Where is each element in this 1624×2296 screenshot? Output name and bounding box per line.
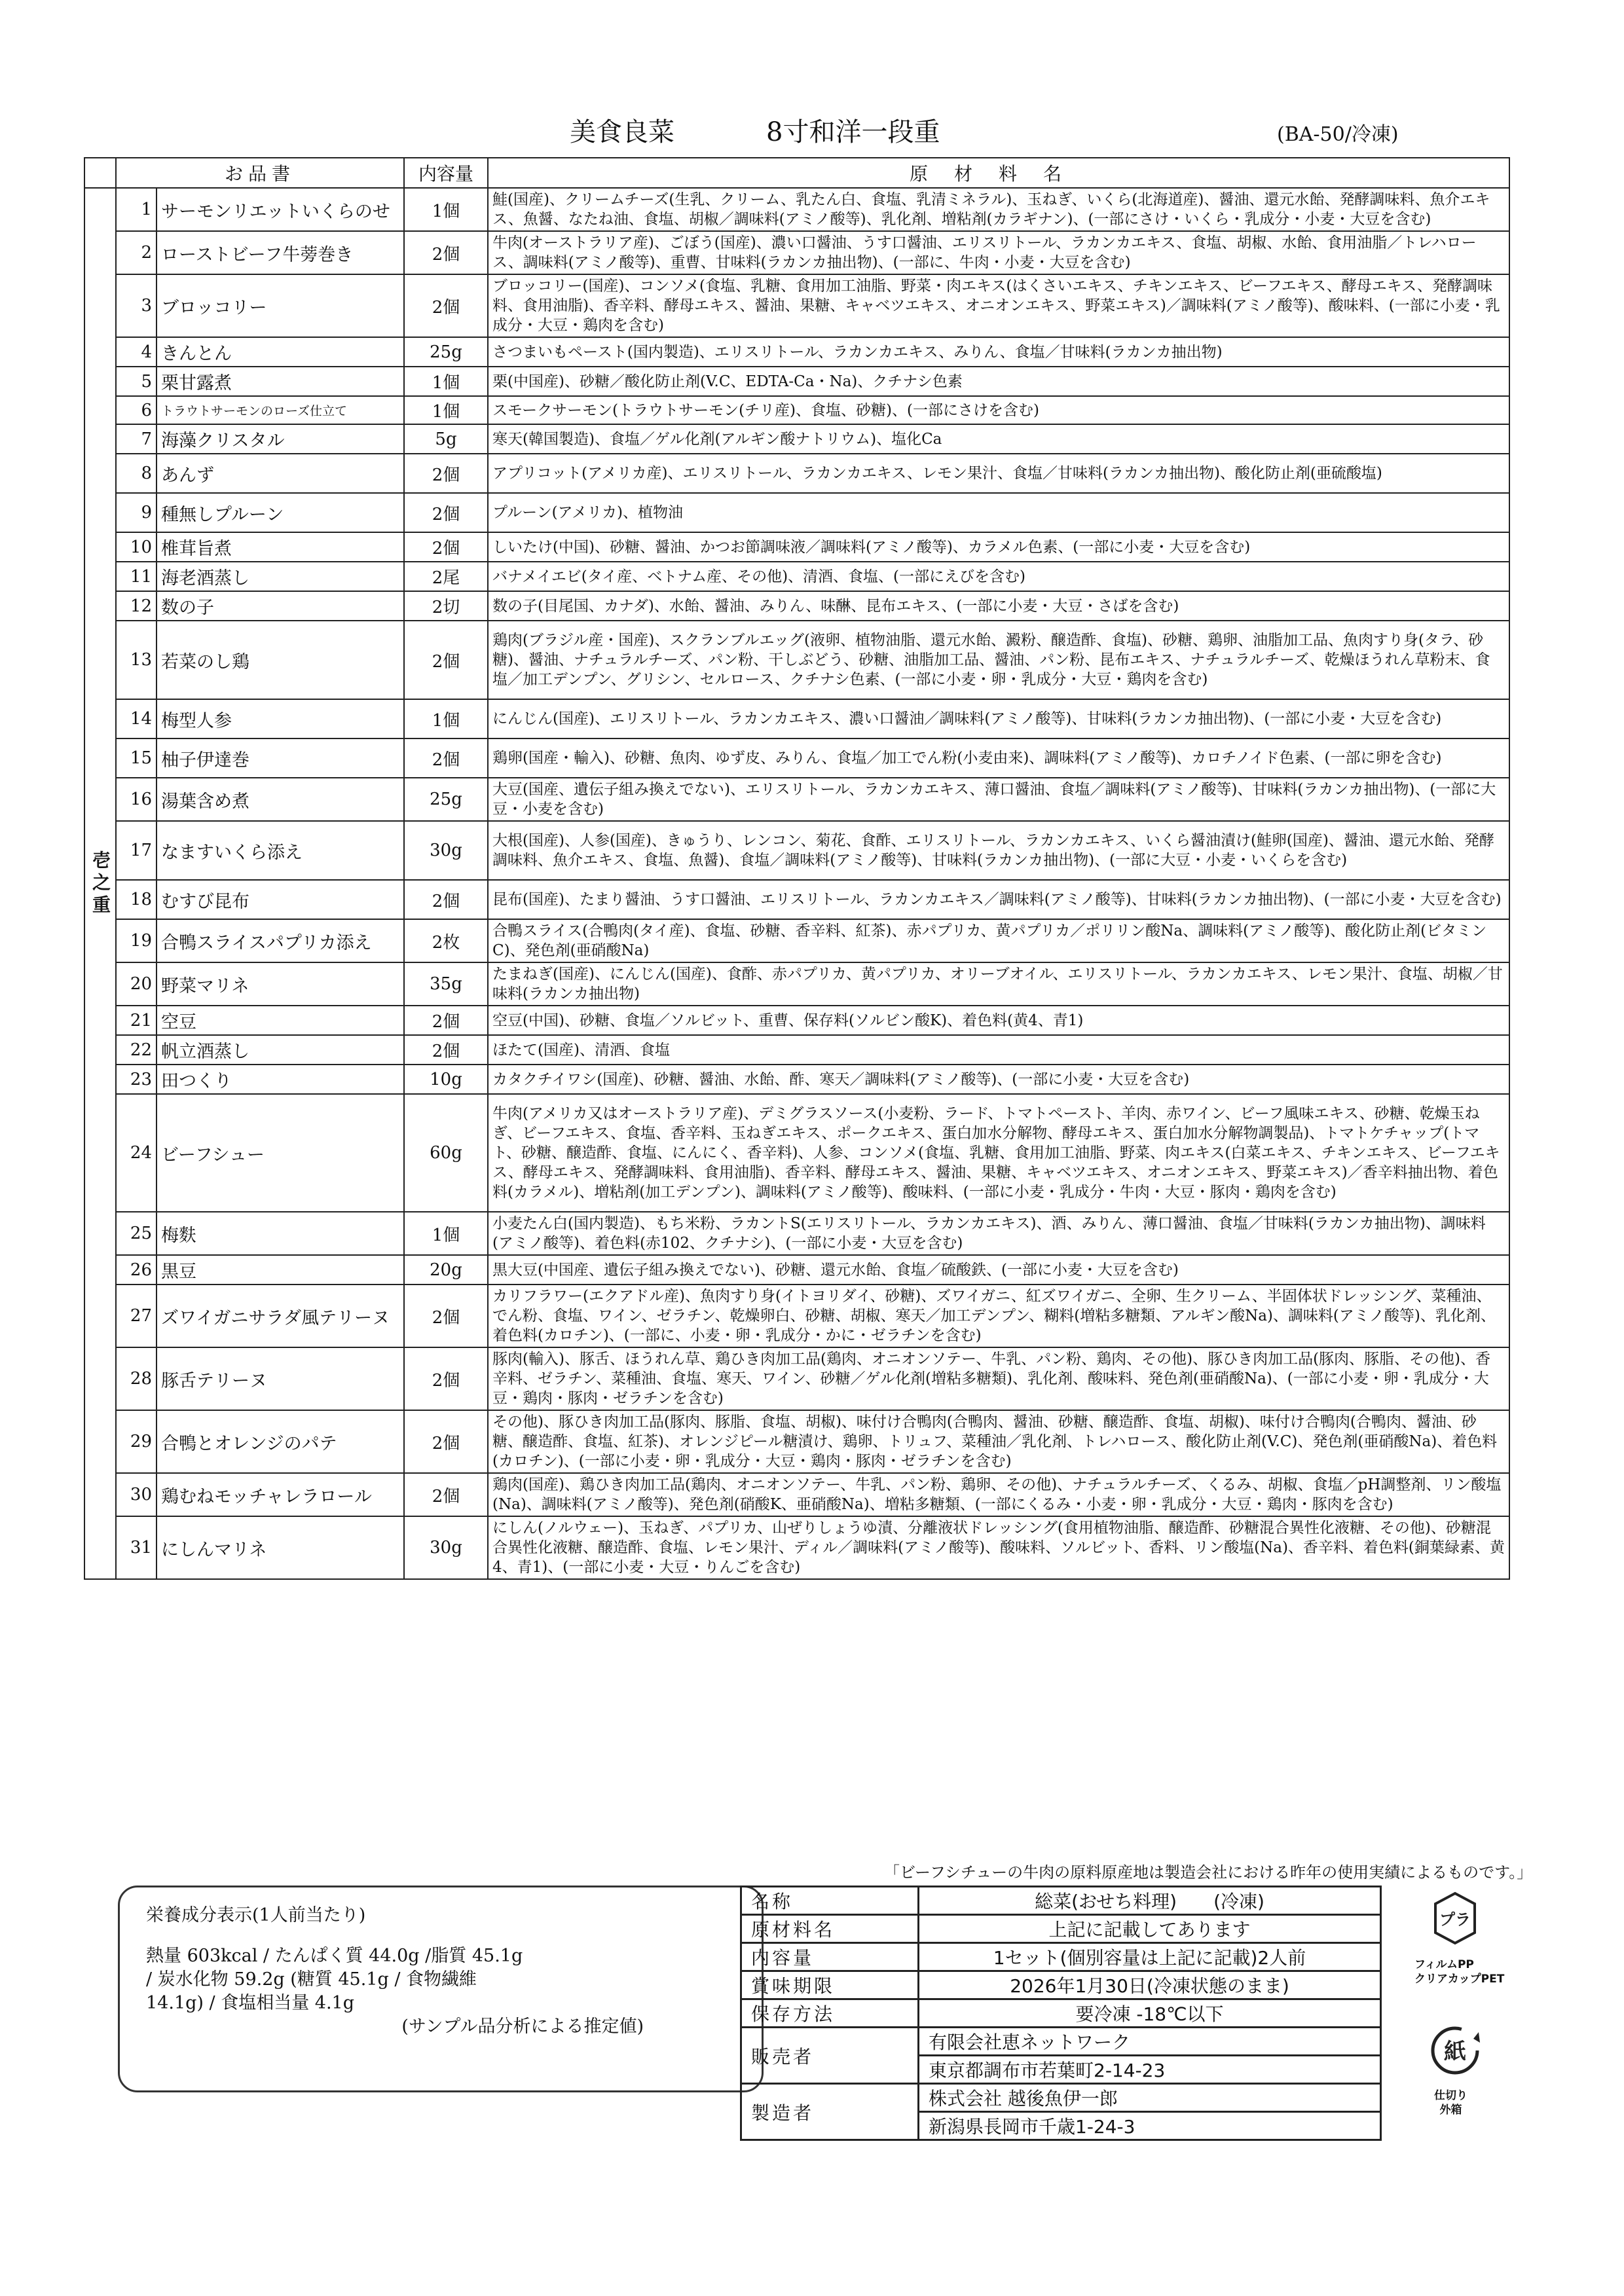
item-ingredients: 黒大豆(中国産、遺伝子組み換えでない)、砂糖、還元水飴、食塩／硫酸鉄、(一部に小麦・大豆を含む) bbox=[488, 1255, 1509, 1285]
item-name: 豚舌テリーヌ bbox=[157, 1347, 404, 1410]
item-name: 椎茸旨煮 bbox=[157, 532, 404, 562]
table-row bbox=[84, 367, 1509, 396]
item-number: 19 bbox=[116, 919, 157, 962]
item-name: 野菜マリネ bbox=[157, 962, 404, 1006]
item-name: 梅麩 bbox=[157, 1212, 404, 1255]
paper-caption bbox=[1434, 2088, 1467, 2117]
item-quantity: 35g bbox=[404, 962, 488, 1006]
item-ingredients: アプリコット(アメリカ産)、エリスリトール、ラカンカエキス、レモン果汁、食塩／甘味料(ラカンカ抽出物)、酸化防止剤(亜硫酸塩) bbox=[488, 454, 1509, 493]
item-number: 3 bbox=[116, 274, 157, 337]
plastic-caption bbox=[1414, 1958, 1504, 1986]
item-ingredients: 鶏肉(国産)、鶏ひき肉加工品(鶏肉、オニオンソテー、牛乳、パン粉、鶏卵、その他)、ナチュラルチーズ、くるみ、胡椒、食塩／pH調整剤、リン酸塩(Na)、調味料(アミノ酸等)、発色剤(硝酸K、亜硝酸Na)、増粘多糖類、(一部にくるみ・小麦・卵・乳成分・大豆・鶏肉・豚肉を含む) bbox=[488, 1473, 1509, 1516]
item-name: ブロッコリー bbox=[157, 274, 404, 337]
item-ingredients: 鶏卵(国産・輸入)、砂糖、魚肉、ゆず皮、みりん、食塩／加工でん粉(小麦由来)、調味料(アミノ酸等)、カロチノイド色素、(一部に卵を含む) bbox=[488, 738, 1509, 778]
header-item-name: お品書 bbox=[116, 158, 404, 188]
table-row bbox=[84, 821, 1509, 880]
product-label-table bbox=[740, 1886, 1382, 2141]
item-quantity: 2個 bbox=[404, 454, 488, 493]
item-name: ビーフシュー bbox=[157, 1094, 404, 1212]
label-key: 名称 bbox=[741, 1887, 919, 1915]
item-quantity: 2個 bbox=[404, 621, 488, 699]
paper-caption-line: 仕切り bbox=[1434, 2089, 1467, 2102]
item-name: 帆立酒蒸し bbox=[157, 1035, 404, 1065]
item-quantity: 1個 bbox=[404, 188, 488, 231]
product-code: (BA-50/冷凍) bbox=[1277, 123, 1399, 146]
item-ingredients: 豚肉(輸入)、豚舌、ほうれん草、鶏ひき肉加工品(鶏肉、オニオンソテー、牛乳、パン粉、鶏肉、その他)、豚ひき肉加工品(豚肉、豚脂、その他)、香辛料、ゼラチン、菜種油、食塩、寒天、ワイン、砂糖／ゲル化剤(増粘多糖類)、乳化剤、酸味料、発色剤(亜硝酸Na)、(一部に小麦・卵・乳成分・大豆・鶏肉・豚肉・ゼラチンを含む) bbox=[488, 1347, 1509, 1410]
table-row bbox=[84, 778, 1509, 821]
item-quantity: 60g bbox=[404, 1094, 488, 1212]
item-name: 鶏むねモッチャレラロール bbox=[157, 1473, 404, 1516]
item-name: むすび昆布 bbox=[157, 880, 404, 919]
label-value: 総菜(おせち料理) (冷凍) bbox=[919, 1887, 1381, 1915]
label-value: 2026年1月30日(冷凍状態のまま) bbox=[919, 1971, 1381, 1999]
table-row bbox=[84, 1285, 1509, 1347]
item-quantity: 2個 bbox=[404, 1006, 488, 1035]
table-body bbox=[84, 188, 1509, 1579]
table-row bbox=[84, 337, 1509, 367]
item-ingredients: 牛肉(アメリカ又はオーストラリア産)、デミグラスソース(小麦粉、ラード、トマトペースト、羊肉、赤ワイン、ビーフ風味エキス、砂糖、乾燥玉ねぎ、ビーフエキス、食塩、香辛料、玉ねぎエキス、ポークエキス、蛋白加水分解物、酵母エキス、蛋白加水分解物調製品)、トマトケチャップ(トマト、砂糖、醸造酢、食塩、にんにく、香辛料)、人参、コンソメ(食塩、乳糖、食用加工油脂、野菜、肉エキス(白菜エキス、チキンエキス、ビーフエキス、酵母エキス、発酵調味料、食用油脂)、香辛料、酵母エキス、醤油、果糖、キャベツエキス、オニオンエキス、野菜エキス)／香辛料抽出物、着色料(カラメル)、増粘剤(加工デンプン)、調味料(アミノ酸等)、酸味料、(一部に小麦・乳成分・牛肉・大豆・豚肉・鶏肉を含む) bbox=[488, 1094, 1509, 1212]
item-quantity: 2個 bbox=[404, 1410, 488, 1473]
item-ingredients: にんじん(国産)、エリスリトール、ラカンカエキス、濃い口醤油／調味料(アミノ酸等)、甘味料(ラカンカ抽出物)、(一部に小麦・大豆を含む) bbox=[488, 699, 1509, 738]
label-key: 製造者 bbox=[741, 2084, 919, 2140]
item-number: 27 bbox=[116, 1285, 157, 1347]
item-quantity: 1個 bbox=[404, 1212, 488, 1255]
table-row bbox=[84, 1410, 1509, 1473]
item-number: 8 bbox=[116, 454, 157, 493]
label-key: 賞味期限 bbox=[741, 1971, 919, 1999]
item-ingredients: 昆布(国産)、たまり醤油、うす口醤油、エリスリトール、ラカンカエキス／調味料(アミノ酸等)、甘味料(ラカンカ抽出物)、(一部に小麦・大豆を含む) bbox=[488, 880, 1509, 919]
item-ingredients: 小麦たん白(国内製造)、もち米粉、ラカントS(エリスリトール、ラカンカエキス)、酒、みりん、薄口醤油、食塩／甘味料(ラカンカ抽出物)、調味料(アミノ酸等)、着色料(赤102、クチナシ)、(一部に小麦・大豆を含む) bbox=[488, 1212, 1509, 1255]
item-number: 14 bbox=[116, 699, 157, 738]
item-number: 2 bbox=[116, 231, 157, 274]
paper-caption-line: 外箱 bbox=[1439, 2104, 1462, 2117]
table-row bbox=[84, 274, 1509, 337]
item-ingredients: たまねぎ(国産)、にんじん(国産)、食酢、赤パプリカ、黄パプリカ、オリーブオイル、エリスリトール、ラカンカエキス、レモン果汁、食塩、胡椒／甘味料(ラカンカ抽出物) bbox=[488, 962, 1509, 1006]
item-number: 15 bbox=[116, 738, 157, 778]
item-quantity: 2尾 bbox=[404, 562, 488, 591]
nutrition-footnote: (サンプル品分析による推定値) bbox=[401, 2016, 644, 2037]
item-name: 田つくり bbox=[157, 1065, 404, 1094]
item-ingredients: 寒天(韓国製造)、食塩／ゲル化剤(アルギン酸ナトリウム)、塩化Ca bbox=[488, 424, 1509, 454]
origin-note: 「ビーフシチューの牛肉の原料原産地は製造会社における昨年の使用実績によるものです。」 bbox=[884, 1863, 1533, 1882]
item-quantity: 30g bbox=[404, 821, 488, 880]
item-ingredients: ほたて(国産)、清酒、食塩 bbox=[488, 1035, 1509, 1065]
table-row bbox=[84, 738, 1509, 778]
item-quantity: 2個 bbox=[404, 1473, 488, 1516]
item-ingredients: にしん(ノルウェー)、玉ねぎ、パプリカ、山ぜりしょうゆ漬、分離液状ドレッシング(食用植物油脂、醸造酢、砂糖混合異性化液糖、その他)、砂糖混合異性化液糖、醸造酢、食塩、レモン果汁、ディル／調味料(アミノ酸等)、酸味料、ソルビット、香料、リン酸塩(Na)、香辛料、着色料(銅葉緑素、黄4、青1)、(一部に小麦・大豆・りんごを含む) bbox=[488, 1516, 1509, 1579]
item-number: 12 bbox=[116, 591, 157, 621]
item-number: 22 bbox=[116, 1035, 157, 1065]
item-number: 13 bbox=[116, 621, 157, 699]
item-ingredients: さつまいもペースト(国内製造)、エリスリトール、ラカンカエキス、みりん、食塩／甘味料(ラカンカ抽出物) bbox=[488, 337, 1509, 367]
item-number: 16 bbox=[116, 778, 157, 821]
item-quantity: 2個 bbox=[404, 532, 488, 562]
item-name: トラウトサーモンのローズ仕立て bbox=[157, 396, 404, 424]
label-key: 原材料名 bbox=[741, 1915, 919, 1943]
brand-title: 美食良菜 bbox=[570, 117, 674, 147]
item-ingredients: 鮭(国産)、クリームチーズ(生乳、クリーム、乳たん白、食塩、乳清ミネラル)、玉ねぎ、いくら(北海道産)、醤油、還元水飴、発酵調味料、魚介エキス、魚醤、なたね油、食塩、胡椒／調味料(アミノ酸等)、乳化剤、増粘剤(カラギナン)、(一部にさけ・いくら・乳成分・小麦・大豆を含む) bbox=[488, 188, 1509, 231]
item-name: ズワイガニサラダ風テリーヌ bbox=[157, 1285, 404, 1347]
item-quantity: 1個 bbox=[404, 396, 488, 424]
item-ingredients: 大豆(国産、遺伝子組み換えでない)、エリスリトール、ラカンカエキス、薄口醤油、食塩／調味料(アミノ酸等)、甘味料(ラカンカ抽出物)、(一部に大豆・小麦を含む) bbox=[488, 778, 1509, 821]
nutrition-line: 熱量 603kcal / たんぱく質 44.0g /脂質 45.1g bbox=[146, 1946, 523, 1966]
header-ingredients: 原材料名 bbox=[488, 158, 1509, 188]
item-quantity: 2切 bbox=[404, 591, 488, 621]
item-ingredients: 牛肉(オーストラリア産)、ごぼう(国産)、濃い口醤油、うす口醤油、エリスリトール、ラカンカエキス、食塩、胡椒、水飴、食用油脂／トレハロース、調味料(アミノ酸等)、重曹、甘味料(ラカンカ抽出物)、(一部に、牛肉・小麦・大豆を含む) bbox=[488, 231, 1509, 274]
item-quantity: 10g bbox=[404, 1065, 488, 1094]
maker-name: 株式会社 越後魚伊一郎 bbox=[919, 2084, 1381, 2112]
plastic-caption-line: フィルムPP bbox=[1414, 1958, 1474, 1971]
seller-name: 有限会社恵ネットワーク bbox=[919, 2028, 1381, 2056]
plastic-mark-text: プラ bbox=[1439, 1910, 1471, 1929]
item-quantity: 30g bbox=[404, 1516, 488, 1579]
item-quantity: 2個 bbox=[404, 1285, 488, 1347]
item-ingredients: 大根(国産)、人参(国産)、きゅうり、レンコン、菊花、食酢、エリスリトール、ラカンカエキス、いくら醤油漬け(鮭卵(国産)、醤油、還元水飴、発酵調味料、魚介エキス、食塩、魚醤)、食塩／調味料(アミノ酸等)、甘味料(ラカンカ抽出物)、(一部に大豆・小麦・いくらを含む) bbox=[488, 821, 1509, 880]
item-ingredients: 数の子(目尾国、カナダ)、水飴、醤油、みりん、味醂、昆布エキス、(一部に小麦・大豆・さばを含む) bbox=[488, 591, 1509, 621]
item-ingredients: 栗(中国産)、砂糖／酸化防止剤(V.C、EDTA-Ca・Na)、クチナシ色素 bbox=[488, 367, 1509, 396]
maker-address: 新潟県長岡市千歳1-24-3 bbox=[919, 2112, 1381, 2140]
item-quantity: 1個 bbox=[404, 699, 488, 738]
item-name: 栗甘露煮 bbox=[157, 367, 404, 396]
plastic-recycle-icon bbox=[1428, 1891, 1483, 1946]
item-quantity: 25g bbox=[404, 337, 488, 367]
item-ingredients: プルーン(アメリカ)、植物油 bbox=[488, 493, 1509, 532]
item-number: 29 bbox=[116, 1410, 157, 1473]
item-number: 4 bbox=[116, 337, 157, 367]
item-ingredients: 合鴨スライス(合鴨肉(タイ産)、食塩、砂糖、香辛料、紅茶)、赤パプリカ、黄パプリカ／ポリリン酸Na、調味料(アミノ酸等)、酸化防止剤(ビタミンC)、発色剤(亜硝酸Na) bbox=[488, 919, 1509, 962]
item-name: なますいくら添え bbox=[157, 821, 404, 880]
item-quantity: 2個 bbox=[404, 231, 488, 274]
item-quantity: 20g bbox=[404, 1255, 488, 1285]
item-number: 18 bbox=[116, 880, 157, 919]
label-value: 要冷凍 -18℃以下 bbox=[919, 1999, 1381, 2028]
table-row bbox=[84, 493, 1509, 532]
table-row bbox=[84, 1006, 1509, 1035]
label-key: 保存方法 bbox=[741, 1999, 919, 2028]
item-ingredients: しいたけ(中国)、砂糖、醤油、かつお節調味液／調味料(アミノ酸等)、カラメル色素、(一部に小麦・大豆を含む) bbox=[488, 532, 1509, 562]
table-row bbox=[84, 1035, 1509, 1065]
table-row bbox=[84, 591, 1509, 621]
table-row bbox=[84, 1094, 1509, 1212]
item-number: 28 bbox=[116, 1347, 157, 1410]
item-quantity: 2個 bbox=[404, 1035, 488, 1065]
table-row bbox=[84, 1473, 1509, 1516]
item-ingredients: 空豆(中国)、砂糖、食塩／ソルビット、重曹、保存料(ソルビン酸K)、着色料(黄4、青1) bbox=[488, 1006, 1509, 1035]
item-number: 11 bbox=[116, 562, 157, 591]
item-number: 17 bbox=[116, 821, 157, 880]
item-number: 24 bbox=[116, 1094, 157, 1212]
table-row bbox=[84, 621, 1509, 699]
item-number: 20 bbox=[116, 962, 157, 1006]
item-number: 31 bbox=[116, 1516, 157, 1579]
table-row bbox=[84, 1347, 1509, 1410]
label-value: 上記に記載してあります bbox=[919, 1915, 1381, 1943]
item-quantity: 2個 bbox=[404, 1347, 488, 1410]
item-number: 5 bbox=[116, 367, 157, 396]
item-name: 空豆 bbox=[157, 1006, 404, 1035]
item-name: 湯葉含め煮 bbox=[157, 778, 404, 821]
item-number: 7 bbox=[116, 424, 157, 454]
header-quantity: 内容量 bbox=[404, 158, 488, 188]
item-name: きんとん bbox=[157, 337, 404, 367]
item-quantity: 1個 bbox=[404, 367, 488, 396]
table-row bbox=[84, 188, 1509, 231]
table-row bbox=[84, 962, 1509, 1006]
item-number: 1 bbox=[116, 188, 157, 231]
item-quantity: 2個 bbox=[404, 738, 488, 778]
item-name: にしんマリネ bbox=[157, 1516, 404, 1579]
table-row bbox=[84, 919, 1509, 962]
table-row bbox=[84, 562, 1509, 591]
table-row bbox=[84, 1516, 1509, 1579]
table-row bbox=[84, 880, 1509, 919]
seller-address: 東京都調布市若葉町2-14-23 bbox=[919, 2056, 1381, 2084]
plastic-caption-line: クリアカップPET bbox=[1414, 1973, 1505, 1986]
tier-label: 壱之重 bbox=[84, 188, 116, 1579]
table-row bbox=[84, 1065, 1509, 1094]
item-quantity: 2個 bbox=[404, 274, 488, 337]
item-name: 海老酒蒸し bbox=[157, 562, 404, 591]
table-row bbox=[84, 454, 1509, 493]
item-number: 6 bbox=[116, 396, 157, 424]
label-value: 1セット(個別容量は上記に記載)2人前 bbox=[919, 1943, 1381, 1971]
product-title: 8寸和洋一段重 bbox=[766, 117, 940, 147]
item-ingredients: その他)、豚ひき肉加工品(豚肉、豚脂、食塩、胡椒)、味付け合鴨肉(合鴨肉、醤油、砂糖、醸造酢、食塩、胡椒)、味付け合鴨肉(合鴨肉、醤油、砂糖、醸造酢、食塩、紅茶)、オレンジピール糖漬け、鶏卵、トリュフ、菜種油／乳化剤、トレハロース、酸化防止剤(V.C)、発色剤(亜硝酸Na)、着色料(カロチン)、(一部に小麦・卵・乳成分・大豆・鶏肉・豚肉・ゼラチンを含む) bbox=[488, 1410, 1509, 1473]
item-name: サーモンリエットいくらのせ bbox=[157, 188, 404, 231]
nutrition-line: 14.1g) / 食塩相当量 4.1g bbox=[146, 1993, 355, 2013]
item-number: 10 bbox=[116, 532, 157, 562]
page-header bbox=[0, 111, 1624, 151]
item-name: 数の子 bbox=[157, 591, 404, 621]
item-number: 21 bbox=[116, 1006, 157, 1035]
item-number: 23 bbox=[116, 1065, 157, 1094]
label-key: 販売者 bbox=[741, 2028, 919, 2084]
item-number: 30 bbox=[116, 1473, 157, 1516]
item-ingredients: スモークサーモン(トラウトサーモン(チリ産)、食塩、砂糖)、(一部にさけを含む) bbox=[488, 396, 1509, 424]
item-quantity: 2個 bbox=[404, 493, 488, 532]
item-ingredients: ブロッコリー(国産)、コンソメ(食塩、乳糖、食用加工油脂、野菜・肉エキス(はくさいエキス、チキンエキス、ビーフエキス、酵母エキス、発酵調味料、食用油脂)、香辛料、酵母エキス、醤油、果糖、キャベツエキス、オニオンエキス、野菜エキス)／調味料(アミノ酸等)、酸味料、(一部に小麦・乳成分・大豆・鶏肉を含む) bbox=[488, 274, 1509, 337]
item-number: 9 bbox=[116, 493, 157, 532]
table-row bbox=[84, 1212, 1509, 1255]
ingredients-table bbox=[84, 157, 1510, 1580]
item-name: あんず bbox=[157, 454, 404, 493]
table-row bbox=[84, 231, 1509, 274]
paper-recycle-icon bbox=[1428, 2023, 1483, 2078]
item-name: 海藻クリスタル bbox=[157, 424, 404, 454]
item-name: 柚子伊達巻 bbox=[157, 738, 404, 778]
item-number: 25 bbox=[116, 1212, 157, 1255]
item-quantity: 2枚 bbox=[404, 919, 488, 962]
table-row bbox=[84, 699, 1509, 738]
item-ingredients: カタクチイワシ(国産)、砂糖、醤油、水飴、酢、寒天／調味料(アミノ酸等)、(一部に小麦・大豆を含む) bbox=[488, 1065, 1509, 1094]
table-row bbox=[84, 424, 1509, 454]
item-name: 梅型人参 bbox=[157, 699, 404, 738]
item-quantity: 2個 bbox=[404, 880, 488, 919]
item-ingredients: カリフラワー(エクアドル産)、魚肉すり身(イトヨリダイ、砂糖)、ズワイガニ、紅ズワイガニ、全卵、生クリーム、半固体状ドレッシング、菜種油、でん粉、食塩、ワイン、ゼラチン、乾燥卵白、砂糖、胡椒、寒天／加工デンプン、糊料(増粘多糖類、アルギン酸Na)、調味料(アミノ酸等)、乳化剤、着色料(カロチン)、(一部に、小麦・卵・乳成分・かに・ゼラチンを含む) bbox=[488, 1285, 1509, 1347]
item-ingredients: バナメイエビ(タイ産、ベトナム産、その他)、清酒、食塩、(一部にえびを含む) bbox=[488, 562, 1509, 591]
item-name: 合鴨とオレンジのパテ bbox=[157, 1410, 404, 1473]
nutrition-line: / 炭水化物 59.2g (糖質 45.1g / 食物繊維 bbox=[146, 1969, 477, 1990]
item-name: 合鴨スライスパプリカ添え bbox=[157, 919, 404, 962]
item-name: 種無しプルーン bbox=[157, 493, 404, 532]
table-row bbox=[84, 1255, 1509, 1285]
corner-cell bbox=[84, 158, 116, 188]
table-row bbox=[84, 532, 1509, 562]
item-name: 若菜のし鶏 bbox=[157, 621, 404, 699]
paper-mark-text: 紙 bbox=[1444, 2039, 1466, 2065]
item-quantity: 25g bbox=[404, 778, 488, 821]
item-quantity: 5g bbox=[404, 424, 488, 454]
item-name: 黒豆 bbox=[157, 1255, 404, 1285]
item-number: 26 bbox=[116, 1255, 157, 1285]
item-ingredients: 鶏肉(ブラジル産・国産)、スクランブルエッグ(液卵、植物油脂、還元水飴、澱粉、醸造酢、食塩)、砂糖、鶏卵、油脂加工品、魚肉すり身(タラ、砂糖)、醤油、ナチュラルチーズ、パン粉、干しぶどう、砂糖、油脂加工品、醤油、パン粉、昆布エキス、ナチュラルチーズ、乾燥ほうれん草粉末、食塩／加工デンプン、グリシン、セルロース、クチナシ色素、(一部に小麦・卵・乳成分・大豆・鶏肉を含む) bbox=[488, 621, 1509, 699]
label-key: 内容量 bbox=[741, 1943, 919, 1971]
table-row bbox=[84, 396, 1509, 424]
nutrition-heading: 栄養成分表示(1人前当たり) bbox=[146, 1905, 366, 1925]
nutrition-box bbox=[118, 1886, 764, 2092]
item-name: ローストビーフ牛蒡巻き bbox=[157, 231, 404, 274]
